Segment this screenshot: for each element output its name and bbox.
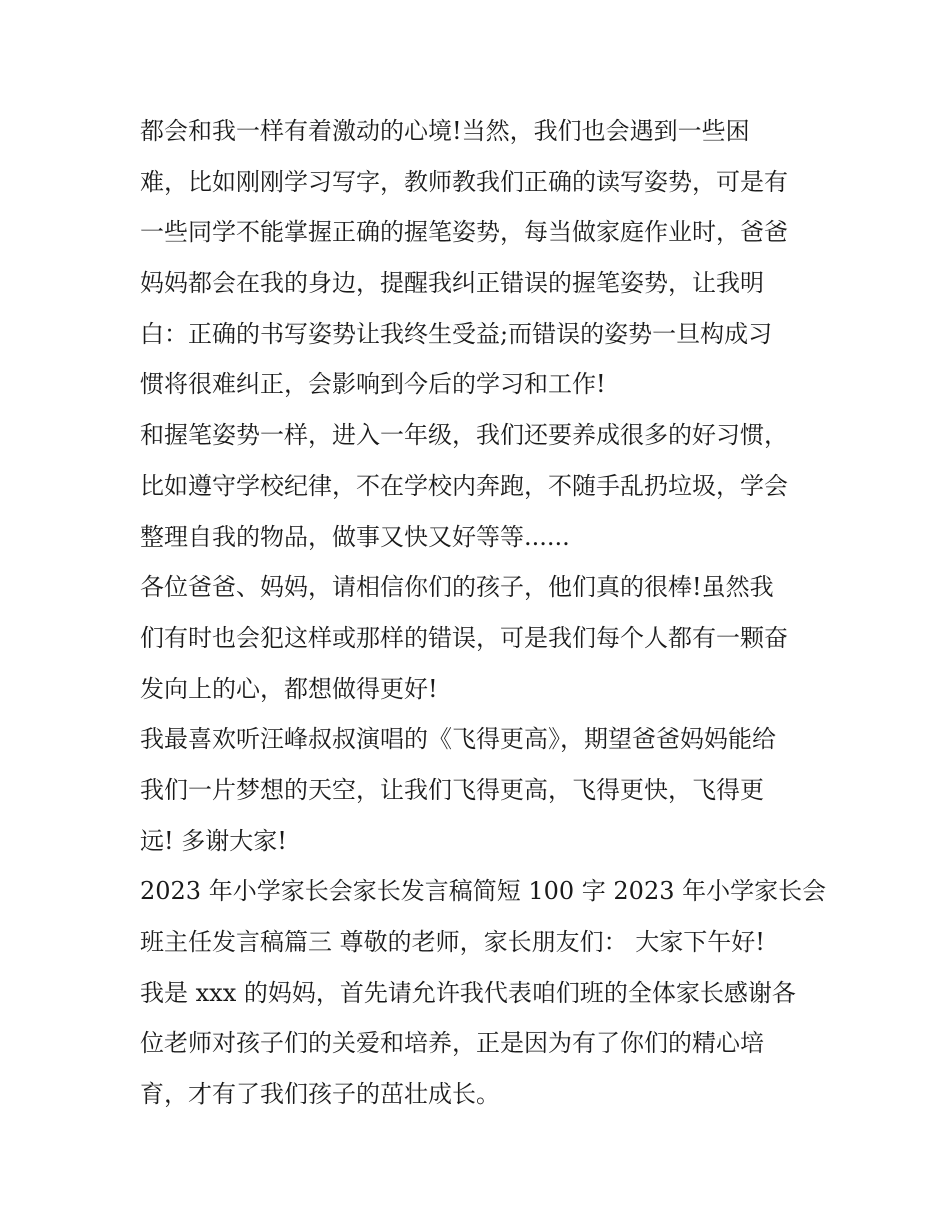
text-line: 妈妈都会在我的身边，提醒我纠正错误的握笔姿势，让我明 bbox=[140, 269, 764, 298]
text-line: 位老师对孩子们的关爱和培养，正是因为有了你们的精心培 bbox=[140, 1029, 764, 1058]
text-line: 我最喜欢听汪峰叔叔演唱的《飞得更高》，期望爸爸妈妈能给 bbox=[140, 725, 776, 754]
text-line: 比如遵守学校纪律，不在学校内奔跑，不随手乱扔垃圾，学会 bbox=[140, 471, 788, 500]
text-line: 远! 多谢大家! bbox=[140, 826, 287, 855]
text-line: 整理自我的物品，做事又快又好等等...... bbox=[140, 522, 570, 551]
text-line: 育，才有了我们孩子的茁壮成长。 bbox=[140, 1080, 500, 1109]
text-line: 难，比如刚刚学习写字，教师教我们正确的读写姿势，可是有 bbox=[140, 167, 788, 196]
text-line: 2023 年小学家长会家长发言稿简短 100 字 2023 年小学家长会 bbox=[140, 877, 827, 906]
text-line: 和握笔姿势一样，进入一年级，我们还要养成很多的好习惯， bbox=[140, 421, 788, 450]
text-line: 发向上的心，都想做得更好! bbox=[140, 674, 438, 703]
text-line: 白：正确的书写姿势让我终生受益;而错误的姿势一旦构成习 bbox=[140, 319, 773, 348]
text-line: 我们一片梦想的天空，让我们飞得更高，飞得更快，飞得更 bbox=[140, 775, 764, 804]
text-line: 我是 xxx 的妈妈，首先请允许我代表咱们班的全体家长感谢各 bbox=[140, 978, 796, 1007]
document-body bbox=[140, 106, 830, 1120]
text-line: 惯将很难纠正，会影响到今后的学习和工作! bbox=[140, 370, 606, 399]
text-line: 都会和我一样有着激动的心境!当然，我们也会遇到一些困 bbox=[140, 117, 750, 145]
text-line: 们有时也会犯这样或那样的错误，可是我们每个人都有一颗奋 bbox=[140, 623, 788, 652]
text-line: 一些同学不能掌握正确的握笔姿势，每当做家庭作业时，爸爸 bbox=[140, 218, 788, 247]
text-line: 班主任发言稿篇三 尊敬的老师，家长朋友们： 大家下午好! bbox=[140, 928, 765, 956]
text-line: 各位爸爸、妈妈，请相信你们的孩子，他们真的很棒!虽然我 bbox=[140, 573, 774, 602]
